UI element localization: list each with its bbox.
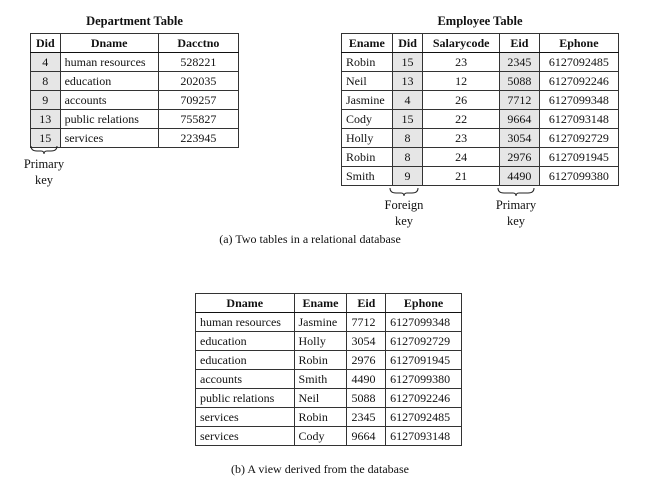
view-header-ename: Ename <box>294 294 347 313</box>
table-cell: 2976 <box>347 351 386 370</box>
employee-foreign-key-brace <box>389 187 419 197</box>
table-cell: 202035 <box>158 72 238 91</box>
table-row <box>196 389 462 408</box>
department-header-did: Did <box>31 34 61 53</box>
table-cell: 3054 <box>499 129 539 148</box>
table-row <box>342 110 619 129</box>
table-row <box>342 91 619 110</box>
table-row <box>196 408 462 427</box>
table-cell: 9664 <box>347 427 386 446</box>
employee-table <box>341 33 619 186</box>
department-primary-key-brace <box>30 145 58 155</box>
table-row <box>196 332 462 351</box>
table-cell: 5088 <box>499 72 539 91</box>
table-cell: 755827 <box>158 110 238 129</box>
view-table <box>195 293 462 446</box>
table-cell: services <box>60 129 158 148</box>
table-row <box>31 110 239 129</box>
table-cell: 13 <box>31 110 61 129</box>
table-cell: 6127092485 <box>386 408 462 427</box>
table-cell: 24 <box>423 148 500 167</box>
table-cell: education <box>60 72 158 91</box>
table-cell: 223945 <box>158 129 238 148</box>
table-cell: 6127092246 <box>539 72 618 91</box>
table-cell: 26 <box>423 91 500 110</box>
department-header-dname: Dname <box>60 34 158 53</box>
table-cell: 6127092485 <box>539 53 618 72</box>
table-cell: Holly <box>342 129 393 148</box>
table-cell: Smith <box>342 167 393 186</box>
table-cell: Jasmine <box>342 91 393 110</box>
table-row <box>342 129 619 148</box>
employee-header-eid: Eid <box>499 34 539 53</box>
table-cell: 6127092246 <box>386 389 462 408</box>
table-cell: public relations <box>60 110 158 129</box>
table-cell: 6127099380 <box>386 370 462 389</box>
table-cell: Cody <box>342 110 393 129</box>
employee-header-row <box>342 34 619 53</box>
table-row <box>196 427 462 446</box>
table-cell: 6127099380 <box>539 167 618 186</box>
table-row <box>196 351 462 370</box>
table-cell: 13 <box>392 72 423 91</box>
table-row <box>342 148 619 167</box>
table-cell: 2345 <box>347 408 386 427</box>
table-cell: 3054 <box>347 332 386 351</box>
table-cell: 8 <box>392 148 423 167</box>
table-cell: 23 <box>423 53 500 72</box>
table-cell: Jasmine <box>294 313 347 332</box>
table-cell: Neil <box>342 72 393 91</box>
department-primary-key-label: Primary key <box>23 157 65 187</box>
table-cell: 528221 <box>158 53 238 72</box>
table-cell: 15 <box>392 53 423 72</box>
table-row <box>196 313 462 332</box>
table-cell: 9 <box>392 167 423 186</box>
table-cell: services <box>196 427 295 446</box>
department-table-title: Department Table <box>86 14 183 28</box>
table-row <box>31 129 239 148</box>
employee-header-ename: Ename <box>342 34 393 53</box>
table-cell: 4490 <box>347 370 386 389</box>
table-cell: Smith <box>294 370 347 389</box>
table-cell: 6127093148 <box>386 427 462 446</box>
table-cell: 4 <box>31 53 61 72</box>
table-cell: 6127099348 <box>539 91 618 110</box>
employee-primary-key-label: Primary key <box>495 198 537 228</box>
table-cell: education <box>196 351 295 370</box>
table-cell: Neil <box>294 389 347 408</box>
view-header-eid: Eid <box>347 294 386 313</box>
table-cell: 6127091945 <box>539 148 618 167</box>
table-cell: public relations <box>196 389 295 408</box>
table-cell: 6127092729 <box>539 129 618 148</box>
table-cell: 6127099348 <box>386 313 462 332</box>
table-cell: Robin <box>342 53 393 72</box>
table-row <box>342 167 619 186</box>
table-cell: 7712 <box>499 91 539 110</box>
table-cell: 15 <box>392 110 423 129</box>
department-table <box>30 33 239 148</box>
table-cell: 4 <box>392 91 423 110</box>
table-cell: 4490 <box>499 167 539 186</box>
table-row <box>31 53 239 72</box>
view-header-ephone: Ephone <box>386 294 462 313</box>
caption-a: (a) Two tables in a relational database <box>219 232 401 246</box>
table-cell: 6127092729 <box>386 332 462 351</box>
view-header-row <box>196 294 462 313</box>
table-cell: 2345 <box>499 53 539 72</box>
table-row <box>31 91 239 110</box>
table-cell: 7712 <box>347 313 386 332</box>
table-cell: 23 <box>423 129 500 148</box>
employee-foreign-key-label: Foreign key <box>384 198 424 228</box>
table-cell: 6127091945 <box>386 351 462 370</box>
table-cell: Robin <box>294 408 347 427</box>
table-cell: accounts <box>60 91 158 110</box>
table-cell: services <box>196 408 295 427</box>
employee-primary-key-brace <box>497 187 535 197</box>
table-cell: 9664 <box>499 110 539 129</box>
department-header-dacctno: Dacctno <box>158 34 238 53</box>
table-row <box>342 53 619 72</box>
caption-b: (b) A view derived from the database <box>231 462 409 476</box>
employee-table-title: Employee Table <box>437 14 523 28</box>
table-cell: 2976 <box>499 148 539 167</box>
table-cell: Holly <box>294 332 347 351</box>
table-row <box>196 370 462 389</box>
table-cell: 5088 <box>347 389 386 408</box>
table-cell: 709257 <box>158 91 238 110</box>
table-cell: Robin <box>294 351 347 370</box>
table-cell: 9 <box>31 91 61 110</box>
table-cell: human resources <box>196 313 295 332</box>
table-cell: Robin <box>342 148 393 167</box>
table-row <box>342 72 619 91</box>
department-header-row <box>31 34 239 53</box>
view-header-dname: Dname <box>196 294 295 313</box>
table-row <box>31 72 239 91</box>
employee-header-did: Did <box>392 34 423 53</box>
table-cell: accounts <box>196 370 295 389</box>
table-cell: 6127093148 <box>539 110 618 129</box>
table-cell: 8 <box>392 129 423 148</box>
table-cell: education <box>196 332 295 351</box>
employee-header-ephone: Ephone <box>539 34 618 53</box>
table-cell: 15 <box>31 129 61 148</box>
employee-header-salarycode: Salarycode <box>423 34 500 53</box>
table-cell: 21 <box>423 167 500 186</box>
table-cell: Cody <box>294 427 347 446</box>
table-cell: 12 <box>423 72 500 91</box>
table-cell: 22 <box>423 110 500 129</box>
table-cell: 8 <box>31 72 61 91</box>
table-cell: human resources <box>60 53 158 72</box>
